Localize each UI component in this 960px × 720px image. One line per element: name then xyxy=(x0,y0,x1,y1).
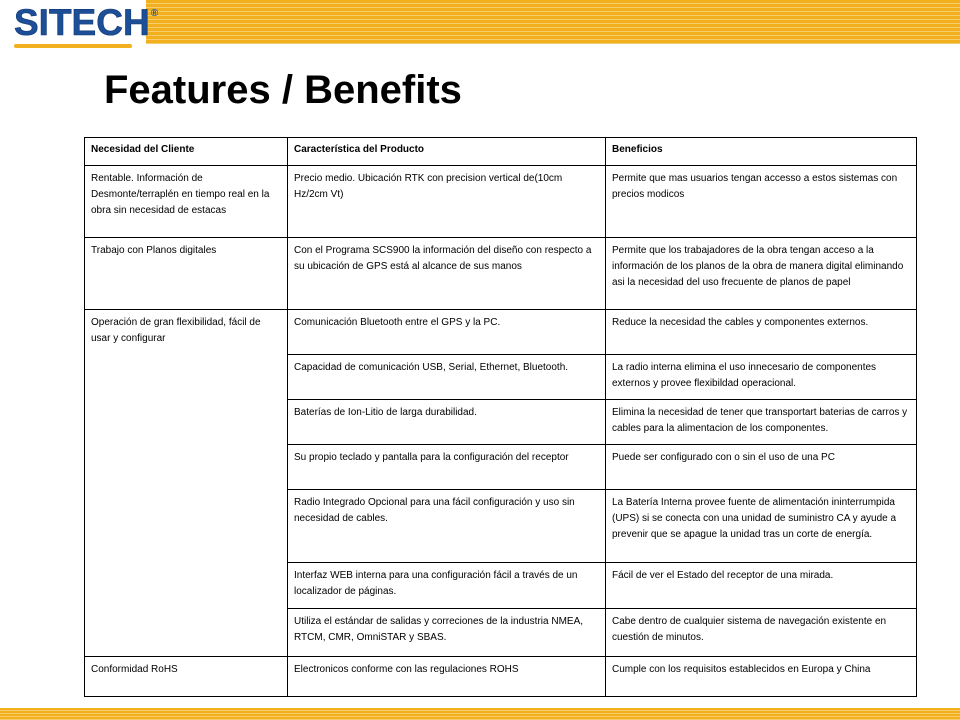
header-benefit: Beneficios xyxy=(606,138,917,166)
benefit-cell: Cabe dentro de cualquier sistema de navegación existente en cuestión de minutos. xyxy=(606,609,917,657)
table-row xyxy=(85,657,917,697)
benefit-cell: Permite que los trabajadores de la obra tengan acceso a la información de los planos de la obra de manera digital eliminando asi la necesidad del uso frecuente de planos de papel xyxy=(606,238,917,310)
feature-cell: Su propio teclado y pantalla para la configuración del receptor xyxy=(288,445,606,490)
table-header-row xyxy=(85,138,917,166)
benefit-cell: La Batería Interna provee fuente de alimentación ininterrumpida (UPS) si se conecta con una unidad de suministro CA y ayude a prevenir que se apague la unidad tras un corte de energía. xyxy=(606,490,917,563)
feature-cell: Interfaz WEB interna para una configuración fácil a través de un localizador de páginas. xyxy=(288,563,606,609)
table-row xyxy=(85,166,917,238)
table-row xyxy=(85,310,917,355)
benefit-cell: Reduce la necesidad the cables y componentes externos. xyxy=(606,310,917,355)
benefit-cell: Elimina la necesidad de tener que transportart baterias de carros y cables para la alimentacion de los componentes. xyxy=(606,400,917,445)
feature-cell: Precio medio. Ubicación RTK con precision vertical de(10cm Hz/2cm Vt) xyxy=(288,166,606,238)
benefit-cell: Puede ser configurado con o sin el uso de una PC xyxy=(606,445,917,490)
feature-cell: Baterías de Ion-Litio de larga durabilidad. xyxy=(288,400,606,445)
feature-cell: Con el Programa SCS900 la información del diseño con respecto a su ubicación de GPS está al alcance de sus manos xyxy=(288,238,606,310)
table-row xyxy=(85,238,917,310)
header-stripe xyxy=(146,0,960,44)
need-cell: Trabajo con Planos digitales xyxy=(85,238,288,310)
feature-cell: Capacidad de comunicación USB, Serial, Ethernet, Bluetooth. xyxy=(288,355,606,400)
benefit-cell: Fácil de ver el Estado del receptor de una mirada. xyxy=(606,563,917,609)
feature-cell: Electronicos conforme con las regulaciones ROHS xyxy=(288,657,606,697)
features-table xyxy=(84,137,917,697)
registered-mark: ® xyxy=(150,8,159,19)
feature-cell: Comunicación Bluetooth entre el GPS y la PC. xyxy=(288,310,606,355)
logo-text: SITECH xyxy=(14,2,150,43)
need-cell: Conformidad RoHS xyxy=(85,657,288,697)
feature-cell: Utiliza el estándar de salidas y correciones de la industria NMEA, RTCM, CMR, OmniSTAR y SBAS. xyxy=(288,609,606,657)
header-need: Necesidad del Cliente xyxy=(85,138,288,166)
footer-stripe xyxy=(0,708,960,720)
need-cell: Rentable. Información de Desmonte/terraplén en tiempo real en la obra sin necesidad de estacas xyxy=(85,166,288,238)
benefit-cell: Cumple con los requisitos establecidos en Europa y China xyxy=(606,657,917,697)
benefit-cell: Permite que mas usuarios tengan accesso a estos sistemas con precios modicos xyxy=(606,166,917,238)
logo-swoosh xyxy=(14,44,132,48)
sitech-logo xyxy=(14,2,158,44)
need-cell: Operación de gran flexibilidad, fácil de usar y configurar xyxy=(85,310,288,657)
header-feature: Característica del Producto xyxy=(288,138,606,166)
feature-cell: Radio Integrado Opcional para una fácil configuración y uso sin necesidad de cables. xyxy=(288,490,606,563)
benefit-cell: La radio interna elimina el uso innecesario de componentes externos y provee flexibildad operacional. xyxy=(606,355,917,400)
slide-title: Features / Benefits xyxy=(104,68,462,112)
